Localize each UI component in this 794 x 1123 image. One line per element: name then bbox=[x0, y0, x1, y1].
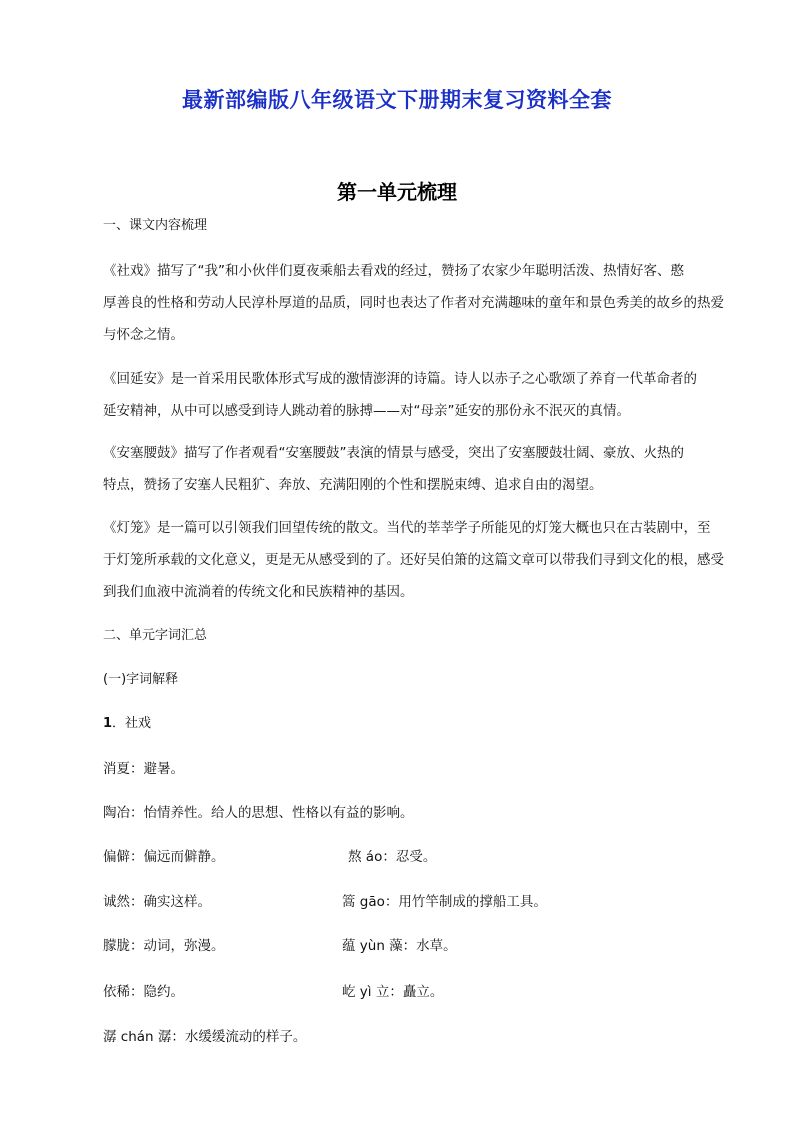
paragraph-line: 厚善良的性格和劳动人民淳朴厚道的品质，同时也表达了作者对充满趣味的童年和景色秀美的故乡的热爱 bbox=[103, 295, 724, 311]
document-title: 最新部编版八年级语文下册期末复习资料全套 bbox=[182, 88, 612, 112]
entry-gao: 篙 gāo：用竹竿制成的撑船工具。 bbox=[342, 894, 547, 910]
unit-title: 第一单元梳理 bbox=[337, 180, 457, 204]
lesson-number: 1 bbox=[103, 716, 113, 731]
paragraph-shexi bbox=[103, 255, 723, 351]
entry-menglong: 朦胧：动词，弥漫。 bbox=[103, 938, 225, 954]
entry-yixi: 依稀：隐约。 bbox=[103, 984, 184, 1000]
paragraph-line: 于灯笼所承载的文化意义，更是无从感受到的了。还好吴伯箫的这篇文章可以带我们寻到文化的根，感受 bbox=[103, 552, 724, 568]
paragraph-line: 《社戏》描写了“我”和小伙伴们夏夜乘船去看戏的经过，赞扬了农家少年聪明活泼、热情好客、憨 bbox=[103, 263, 684, 279]
paragraph-denglong bbox=[103, 512, 723, 608]
section-heading-vocabulary: 二、单元字词汇总 bbox=[103, 628, 208, 643]
paragraph-line: 与怀念之情。 bbox=[103, 327, 184, 343]
entry-pianpi: 偏僻：偏远而僻静。 bbox=[103, 849, 225, 865]
section-heading-content: 一、课文内容梳理 bbox=[103, 218, 208, 233]
paragraph-line: 特点，赞扬了安塞人民粗犷、奔放、充满阳刚的个性和摆脱束缚、追求自由的渴望。 bbox=[103, 477, 603, 493]
entry-chengran: 诚然：确实这样。 bbox=[103, 894, 211, 910]
paragraph-huiyanan bbox=[103, 363, 723, 427]
lesson-title: ．社戏 bbox=[112, 716, 152, 731]
paragraph-line: 到我们血液中流淌着的传统文化和民族精神的基因。 bbox=[103, 584, 414, 600]
entry-xiaoxia: 消夏：避暑。 bbox=[103, 761, 184, 777]
entry-yunzao: 蕴 yùn 藻：水草。 bbox=[342, 938, 457, 954]
paragraph-ansaiyaogu bbox=[103, 437, 723, 501]
lesson-heading bbox=[103, 708, 151, 740]
entry-ao: 熬 áo：忍受。 bbox=[348, 849, 437, 865]
subsection-heading: (一)字词解释 bbox=[103, 672, 179, 687]
paragraph-line: 《回延安》是一首采用民歌体形式写成的激情澎湃的诗篇。诗人以赤子之心歌颂了养育一代革命者的 bbox=[103, 371, 697, 387]
paragraph-line: 《灯笼》是一篇可以引领我们回望传统的散文。当代的莘莘学子所能见的灯笼大概也只在古装剧中，至 bbox=[103, 520, 711, 536]
entry-taoye: 陶冶：怡情养性。给人的思想、性格以有益的影响。 bbox=[103, 805, 414, 821]
paragraph-line: 延安精神，从中可以感受到诗人跳动着的脉搏——对“母亲”延安的那份永不泯灭的真情。 bbox=[103, 403, 630, 419]
entry-chanchan: 潺 chán 潺：水缓缓流动的样子。 bbox=[103, 1029, 307, 1045]
paragraph-line: 《安塞腰鼓》描写了作者观看“安塞腰鼓”表演的情景与感受，突出了安塞腰鼓壮阔、豪放、火热的 bbox=[103, 445, 684, 461]
entry-yili: 屹 yì 立：矗立。 bbox=[342, 984, 444, 1000]
